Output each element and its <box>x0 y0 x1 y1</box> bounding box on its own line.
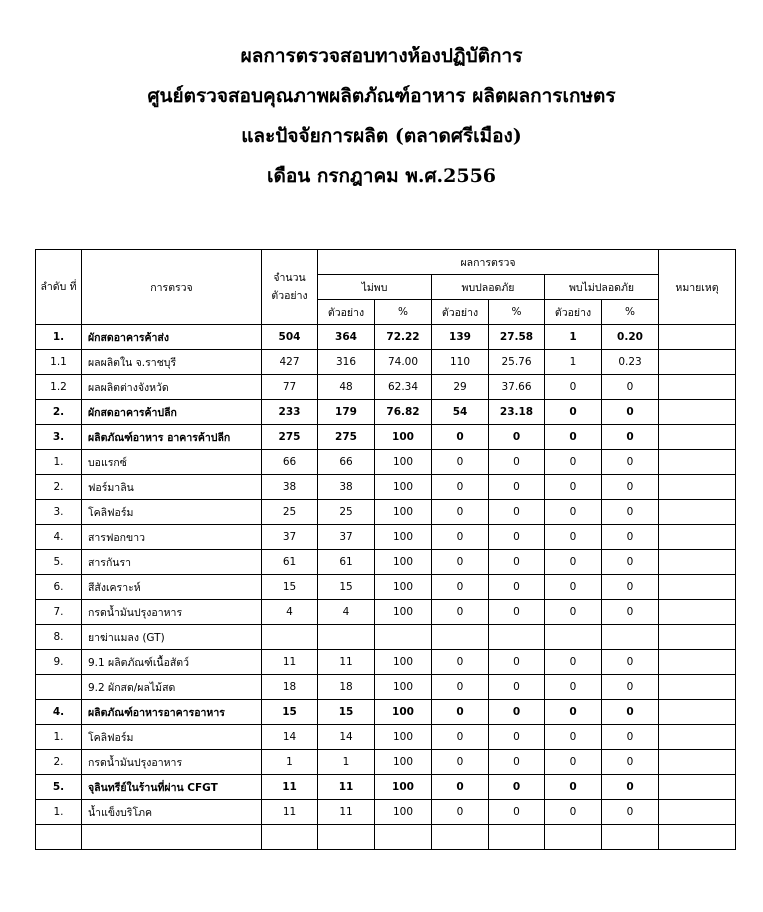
not-found-pct-cell: 100 <box>375 550 432 575</box>
header-pct: % <box>375 300 432 325</box>
safe-sample-cell: 0 <box>432 775 489 800</box>
unsafe-sample-cell: 0 <box>545 800 602 825</box>
safe-sample-cell: 0 <box>432 725 489 750</box>
seq-cell: 2. <box>36 400 82 425</box>
unsafe-sample-cell: 0 <box>545 525 602 550</box>
header-sample: ตัวอย่าง <box>545 300 602 325</box>
safe-pct-cell: 0 <box>489 700 545 725</box>
test-name-cell: กรดน้ำมันปรุงอาหาร <box>82 600 262 625</box>
remark-cell <box>659 450 736 475</box>
table-row <box>36 625 736 650</box>
unsafe-pct-cell <box>602 825 659 850</box>
seq-cell: 1. <box>36 800 82 825</box>
header-results: ผลการตรวจ <box>318 250 659 275</box>
not-found-sample-cell: 364 <box>318 325 375 350</box>
unsafe-sample-cell <box>545 825 602 850</box>
not-found-sample-cell: 11 <box>318 800 375 825</box>
test-name-cell: ผักสดอาคารค้าปลีก <box>82 400 262 425</box>
safe-pct-cell: 0 <box>489 650 545 675</box>
unsafe-pct-cell: 0.20 <box>602 325 659 350</box>
not-found-pct-cell: 100 <box>375 450 432 475</box>
unsafe-pct-cell: 0 <box>602 375 659 400</box>
seq-cell: 1.1 <box>36 350 82 375</box>
not-found-sample-cell: 18 <box>318 675 375 700</box>
seq-cell: 1. <box>36 450 82 475</box>
safe-sample-cell: 0 <box>432 475 489 500</box>
safe-pct-cell: 0 <box>489 475 545 500</box>
safe-pct-cell: 0 <box>489 675 545 700</box>
count-cell: 504 <box>262 325 318 350</box>
unsafe-sample-cell: 0 <box>545 475 602 500</box>
safe-pct-cell: 0 <box>489 525 545 550</box>
unsafe-pct-cell: 0 <box>602 800 659 825</box>
not-found-sample-cell: 25 <box>318 500 375 525</box>
safe-pct-cell: 23.18 <box>489 400 545 425</box>
table-row <box>36 800 736 825</box>
safe-pct-cell: 0 <box>489 775 545 800</box>
not-found-sample-cell: 15 <box>318 575 375 600</box>
not-found-pct-cell: 100 <box>375 700 432 725</box>
table-row <box>36 400 736 425</box>
remark-cell <box>659 375 736 400</box>
not-found-pct-cell: 74.00 <box>375 350 432 375</box>
seq-cell: 2. <box>36 750 82 775</box>
remark-cell <box>659 775 736 800</box>
seq-cell: 3. <box>36 500 82 525</box>
seq-cell <box>36 675 82 700</box>
safe-pct-cell <box>489 825 545 850</box>
safe-sample-cell: 0 <box>432 525 489 550</box>
not-found-sample-cell: 61 <box>318 550 375 575</box>
safe-pct-cell: 0 <box>489 725 545 750</box>
unsafe-pct-cell: 0 <box>602 475 659 500</box>
unsafe-sample-cell: 0 <box>545 775 602 800</box>
unsafe-pct-cell: 0 <box>602 500 659 525</box>
remark-cell <box>659 575 736 600</box>
unsafe-pct-cell: 0 <box>602 575 659 600</box>
table-row <box>36 675 736 700</box>
safe-sample-cell: 0 <box>432 575 489 600</box>
safe-sample-cell: 54 <box>432 400 489 425</box>
remark-cell <box>659 700 736 725</box>
test-name-cell: ผลผลิตต่างจังหวัด <box>82 375 262 400</box>
count-cell: 61 <box>262 550 318 575</box>
not-found-pct-cell: 100 <box>375 425 432 450</box>
unsafe-sample-cell: 0 <box>545 725 602 750</box>
count-cell: 1 <box>262 750 318 775</box>
count-cell: 15 <box>262 575 318 600</box>
count-cell: 38 <box>262 475 318 500</box>
safe-sample-cell: 0 <box>432 675 489 700</box>
unsafe-pct-cell: 0 <box>602 700 659 725</box>
title-line-4: เดือน กรกฎาคม พ.ศ.2556 <box>266 165 497 187</box>
unsafe-pct-cell: 0 <box>602 650 659 675</box>
seq-cell: 3. <box>36 425 82 450</box>
count-cell: 4 <box>262 600 318 625</box>
remark-cell <box>659 525 736 550</box>
unsafe-pct-cell: 0.23 <box>602 350 659 375</box>
header-safe: พบปลอดภัย <box>432 275 545 300</box>
not-found-pct-cell: 100 <box>375 675 432 700</box>
seq-cell: 4. <box>36 525 82 550</box>
table-row <box>36 375 736 400</box>
not-found-sample-cell: 4 <box>318 600 375 625</box>
remark-cell <box>659 650 736 675</box>
not-found-pct-cell: 76.82 <box>375 400 432 425</box>
header-pct: % <box>602 300 659 325</box>
title-line-3: และปัจจัยการผลิต (ตลาดศรีเมือง) <box>241 125 522 147</box>
not-found-sample-cell: 11 <box>318 775 375 800</box>
unsafe-pct-cell: 0 <box>602 600 659 625</box>
count-cell: 77 <box>262 375 318 400</box>
not-found-pct-cell <box>375 825 432 850</box>
not-found-sample-cell <box>318 625 375 650</box>
unsafe-sample-cell: 0 <box>545 675 602 700</box>
safe-sample-cell: 0 <box>432 700 489 725</box>
safe-pct-cell: 0 <box>489 800 545 825</box>
test-name-cell: บอแรกซ์ <box>82 450 262 475</box>
table-row <box>36 575 736 600</box>
not-found-pct-cell: 100 <box>375 525 432 550</box>
test-name-cell: ผักสดอาคารค้าส่ง <box>82 325 262 350</box>
unsafe-sample-cell: 1 <box>545 350 602 375</box>
not-found-pct-cell: 100 <box>375 725 432 750</box>
header-count: จำนวน ตัวอย่าง <box>262 250 318 325</box>
not-found-pct-cell: 100 <box>375 500 432 525</box>
not-found-sample-cell: 275 <box>318 425 375 450</box>
test-name-cell <box>82 825 262 850</box>
not-found-sample-cell: 11 <box>318 650 375 675</box>
table-row <box>36 725 736 750</box>
table-row <box>36 325 736 350</box>
safe-pct-cell: 0 <box>489 450 545 475</box>
safe-sample-cell: 139 <box>432 325 489 350</box>
not-found-pct-cell: 100 <box>375 750 432 775</box>
header-remark: หมายเหตุ <box>659 250 736 325</box>
test-name-cell: 9.1 ผลิตภัณฑ์เนื้อสัตว์ <box>82 650 262 675</box>
unsafe-pct-cell: 0 <box>602 425 659 450</box>
header-pct: % <box>489 300 545 325</box>
test-name-cell: ผลิตภัณฑ์อาหาร อาคารค้าปลีก <box>82 425 262 450</box>
header-unsafe: พบไม่ปลอดภัย <box>545 275 659 300</box>
table-row <box>36 650 736 675</box>
remark-cell <box>659 400 736 425</box>
remark-cell <box>659 325 736 350</box>
test-name-cell: ยาฆ่าแมลง (GT) <box>82 625 262 650</box>
safe-sample-cell <box>432 825 489 850</box>
safe-sample-cell: 0 <box>432 750 489 775</box>
remark-cell <box>659 550 736 575</box>
seq-cell: 1. <box>36 725 82 750</box>
table-row <box>36 600 736 625</box>
safe-sample-cell: 0 <box>432 650 489 675</box>
header-seq: ลำดับ ที่ <box>36 250 82 325</box>
seq-cell: 6. <box>36 575 82 600</box>
unsafe-sample-cell: 0 <box>545 650 602 675</box>
table-body <box>36 325 736 850</box>
title-line-1: ผลการตรวจสอบทางห้องปฏิบัติการ <box>240 45 523 67</box>
test-name-cell: ผลผลิตใน จ.ราชบุรี <box>82 350 262 375</box>
safe-sample-cell: 0 <box>432 550 489 575</box>
not-found-pct-cell: 100 <box>375 650 432 675</box>
seq-cell: 1.2 <box>36 375 82 400</box>
unsafe-sample-cell <box>545 625 602 650</box>
count-cell: 66 <box>262 450 318 475</box>
count-cell: 15 <box>262 700 318 725</box>
remark-cell <box>659 825 736 850</box>
not-found-sample-cell: 179 <box>318 400 375 425</box>
test-name-cell: สีสังเคราะห์ <box>82 575 262 600</box>
remark-cell <box>659 625 736 650</box>
unsafe-pct-cell: 0 <box>602 550 659 575</box>
seq-cell: 7. <box>36 600 82 625</box>
not-found-sample-cell: 14 <box>318 725 375 750</box>
seq-cell: 9. <box>36 650 82 675</box>
unsafe-sample-cell: 0 <box>545 375 602 400</box>
seq-cell: 2. <box>36 475 82 500</box>
not-found-sample-cell: 38 <box>318 475 375 500</box>
safe-pct-cell: 0 <box>489 750 545 775</box>
count-cell: 275 <box>262 425 318 450</box>
seq-cell: 1. <box>36 325 82 350</box>
safe-sample-cell: 110 <box>432 350 489 375</box>
safe-pct-cell: 0 <box>489 600 545 625</box>
unsafe-pct-cell: 0 <box>602 400 659 425</box>
test-name-cell: โคลิฟอร์ม <box>82 500 262 525</box>
header-sample: ตัวอย่าง <box>318 300 375 325</box>
table-row <box>36 825 736 850</box>
unsafe-pct-cell: 0 <box>602 450 659 475</box>
test-name-cell: จุลินทรีย์ในร้านที่ผ่าน CFGT <box>82 775 262 800</box>
table-row <box>36 750 736 775</box>
test-name-cell: ฟอร์มาลิน <box>82 475 262 500</box>
unsafe-sample-cell: 0 <box>545 700 602 725</box>
header-sample: ตัวอย่าง <box>432 300 489 325</box>
test-name-cell: กรดน้ำมันปรุงอาหาร <box>82 750 262 775</box>
table-row <box>36 425 736 450</box>
count-cell: 427 <box>262 350 318 375</box>
table-row <box>36 475 736 500</box>
table-row <box>36 550 736 575</box>
remark-cell <box>659 500 736 525</box>
not-found-pct-cell: 100 <box>375 600 432 625</box>
count-cell: 11 <box>262 775 318 800</box>
unsafe-sample-cell: 1 <box>545 325 602 350</box>
test-name-cell: 9.2 ผักสด/ผลไม้สด <box>82 675 262 700</box>
remark-cell <box>659 425 736 450</box>
unsafe-pct-cell: 0 <box>602 525 659 550</box>
safe-sample-cell: 0 <box>432 425 489 450</box>
remark-cell <box>659 475 736 500</box>
unsafe-pct-cell: 0 <box>602 725 659 750</box>
test-name-cell: โคลิฟอร์ม <box>82 725 262 750</box>
not-found-sample-cell: 66 <box>318 450 375 475</box>
not-found-pct-cell: 100 <box>375 575 432 600</box>
remark-cell <box>659 800 736 825</box>
not-found-sample-cell: 48 <box>318 375 375 400</box>
title-line-2: ศูนย์ตรวจสอบคุณภาพผลิตภัณฑ์อาหาร ผลิตผลการเกษตร <box>147 85 616 107</box>
unsafe-pct-cell: 0 <box>602 775 659 800</box>
count-cell <box>262 625 318 650</box>
seq-cell: 8. <box>36 625 82 650</box>
remark-cell <box>659 750 736 775</box>
table-row <box>36 500 736 525</box>
not-found-sample-cell: 15 <box>318 700 375 725</box>
not-found-pct-cell: 100 <box>375 775 432 800</box>
safe-pct-cell: 0 <box>489 550 545 575</box>
safe-sample-cell <box>432 625 489 650</box>
safe-sample-cell: 0 <box>432 450 489 475</box>
count-cell: 14 <box>262 725 318 750</box>
count-cell <box>262 825 318 850</box>
count-cell: 11 <box>262 650 318 675</box>
safe-pct-cell: 27.58 <box>489 325 545 350</box>
header-test: การตรวจ <box>82 250 262 325</box>
not-found-sample-cell: 1 <box>318 750 375 775</box>
count-cell: 18 <box>262 675 318 700</box>
safe-pct-cell: 0 <box>489 575 545 600</box>
remark-cell <box>659 600 736 625</box>
test-name-cell: น้ำแข็งบริโภค <box>82 800 262 825</box>
safe-pct-cell: 25.76 <box>489 350 545 375</box>
count-cell: 233 <box>262 400 318 425</box>
not-found-sample-cell <box>318 825 375 850</box>
unsafe-sample-cell: 0 <box>545 550 602 575</box>
test-name-cell: ผลิตภัณฑ์อาหารอาคารอาหาร <box>82 700 262 725</box>
table-row <box>36 775 736 800</box>
not-found-sample-cell: 316 <box>318 350 375 375</box>
safe-sample-cell: 0 <box>432 800 489 825</box>
table-row <box>36 450 736 475</box>
table-row <box>36 700 736 725</box>
not-found-pct-cell: 62.34 <box>375 375 432 400</box>
safe-sample-cell: 0 <box>432 500 489 525</box>
not-found-pct-cell: 100 <box>375 475 432 500</box>
count-cell: 11 <box>262 800 318 825</box>
unsafe-sample-cell: 0 <box>545 600 602 625</box>
unsafe-sample-cell: 0 <box>545 450 602 475</box>
seq-cell: 4. <box>36 700 82 725</box>
report-title <box>0 36 763 196</box>
safe-pct-cell: 37.66 <box>489 375 545 400</box>
safe-sample-cell: 0 <box>432 600 489 625</box>
seq-cell: 5. <box>36 550 82 575</box>
header-not-found: ไม่พบ <box>318 275 432 300</box>
results-table <box>35 249 736 850</box>
remark-cell <box>659 725 736 750</box>
remark-cell <box>659 350 736 375</box>
not-found-sample-cell: 37 <box>318 525 375 550</box>
safe-pct-cell: 0 <box>489 425 545 450</box>
unsafe-sample-cell: 0 <box>545 425 602 450</box>
safe-pct-cell: 0 <box>489 500 545 525</box>
safe-pct-cell <box>489 625 545 650</box>
count-cell: 37 <box>262 525 318 550</box>
unsafe-pct-cell: 0 <box>602 675 659 700</box>
table-row <box>36 350 736 375</box>
remark-cell <box>659 675 736 700</box>
unsafe-sample-cell: 0 <box>545 400 602 425</box>
safe-sample-cell: 29 <box>432 375 489 400</box>
test-name-cell: สารกันรา <box>82 550 262 575</box>
count-cell: 25 <box>262 500 318 525</box>
unsafe-sample-cell: 0 <box>545 500 602 525</box>
unsafe-pct-cell: 0 <box>602 750 659 775</box>
unsafe-pct-cell <box>602 625 659 650</box>
test-name-cell: สารฟอกขาว <box>82 525 262 550</box>
unsafe-sample-cell: 0 <box>545 750 602 775</box>
not-found-pct-cell: 100 <box>375 800 432 825</box>
seq-cell: 5. <box>36 775 82 800</box>
seq-cell <box>36 825 82 850</box>
not-found-pct-cell: 72.22 <box>375 325 432 350</box>
table-row <box>36 525 736 550</box>
unsafe-sample-cell: 0 <box>545 575 602 600</box>
not-found-pct-cell <box>375 625 432 650</box>
